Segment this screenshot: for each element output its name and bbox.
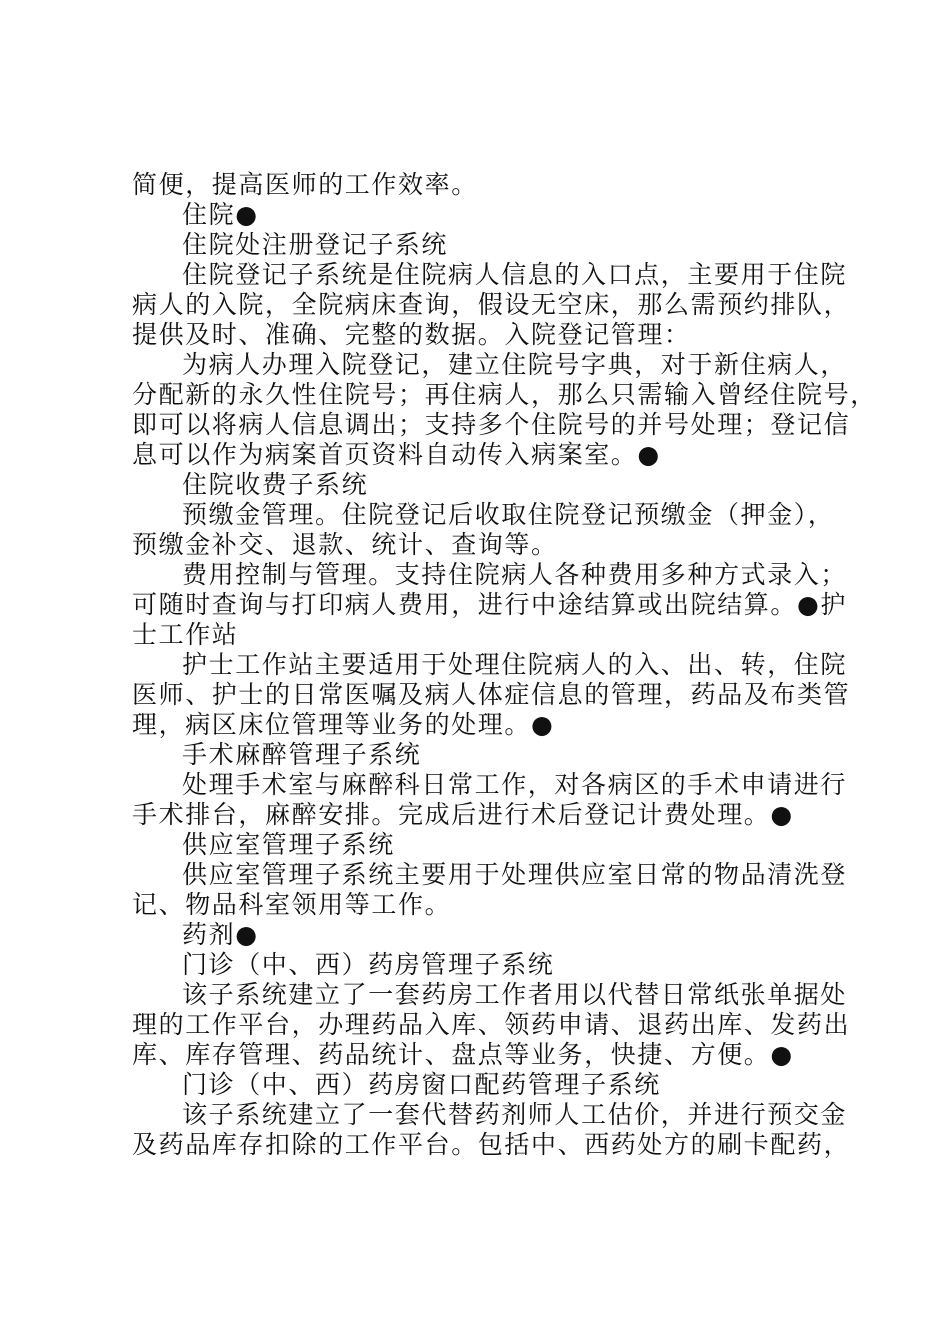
text-line: 该子系统建立了一套代替药剂师人工估价，并进行预交金 <box>182 1100 848 1129</box>
text-line: 住院● <box>182 200 259 229</box>
text-line: 库、库存管理、药品统计、盘点等业务，快捷、方便。● <box>132 1040 794 1069</box>
text-line: 费用控制与管理。支持住院病人各种费用多种方式录入； <box>182 560 848 589</box>
text-line: 手术麻醉管理子系统 <box>182 740 422 769</box>
text-line: 病人的入院，全院病床查询，假设无空床，那么需预约排队， <box>132 290 851 319</box>
text-line: 护士工作站主要适用于处理住院病人的入、出、转，住院 <box>182 650 848 679</box>
text-line: 该子系统建立了一套药房工作者用以代替日常纸张单据处 <box>182 980 848 1009</box>
text-line: 可随时查询与打印病人费用，进行中途结算或出院结算。●护 <box>132 590 848 619</box>
text-line: 住院处注册登记子系统 <box>182 230 449 259</box>
text-line: 简便，提高医师的工作效率。 <box>132 170 478 199</box>
text-line: 手术排台，麻醉安排。完成后进行术后登记计费处理。● <box>132 800 794 829</box>
text-line: 预缴金补交、退款、统计、查询等。 <box>132 530 558 559</box>
text-line: 理的工作平台，办理药品入库、领药申请、退药出库、发药出 <box>132 1010 851 1039</box>
text-line: 预缴金管理。住院登记后收取住院登记预缴金（押金）， <box>182 500 835 529</box>
text-line: 医师、护士的日常医嘱及病人体症信息的管理，药品及布类管 <box>132 680 851 709</box>
body-text <box>132 170 877 1160</box>
text-line: 住院登记子系统是住院病人信息的入口点，主要用于住院 <box>182 260 848 289</box>
text-line: 为病人办理入院登记，建立住院号字典，对于新住病人， <box>182 350 848 379</box>
text-line: 分配新的永久性住院号；再住病人，那么只需输入曾经住院号， <box>132 380 877 409</box>
text-line: 理，病区床位管理等业务的处理。● <box>132 710 555 739</box>
text-line: 处理手术室与麻醉科日常工作，对各病区的手术申请进行 <box>182 770 848 799</box>
text-line: 门诊（中、西）药房管理子系统 <box>182 950 555 979</box>
text-line: 记、物品科室领用等工作。 <box>132 890 452 919</box>
text-line: 即可以将病人信息调出；支持多个住院号的并号处理；登记信 <box>132 410 851 439</box>
text-line: 门诊（中、西）药房窗口配药管理子系统 <box>182 1070 661 1099</box>
text-line: 住院收费子系统 <box>182 470 369 499</box>
text-line: 士工作站 <box>132 620 239 649</box>
text-line: 及药品库存扣除的工作平台。包括中、西药处方的刷卡配药， <box>132 1130 851 1159</box>
text-line: 提供及时、准确、完整的数据。入院登记管理： <box>132 320 691 349</box>
text-line: 供应室管理子系统 <box>182 830 395 859</box>
text-line: 药剂● <box>182 920 259 949</box>
text-line: 息可以作为病案首页资料自动传入病案室。● <box>132 440 661 469</box>
text-line: 供应室管理子系统主要用于处理供应室日常的物品清洗登 <box>182 860 848 889</box>
